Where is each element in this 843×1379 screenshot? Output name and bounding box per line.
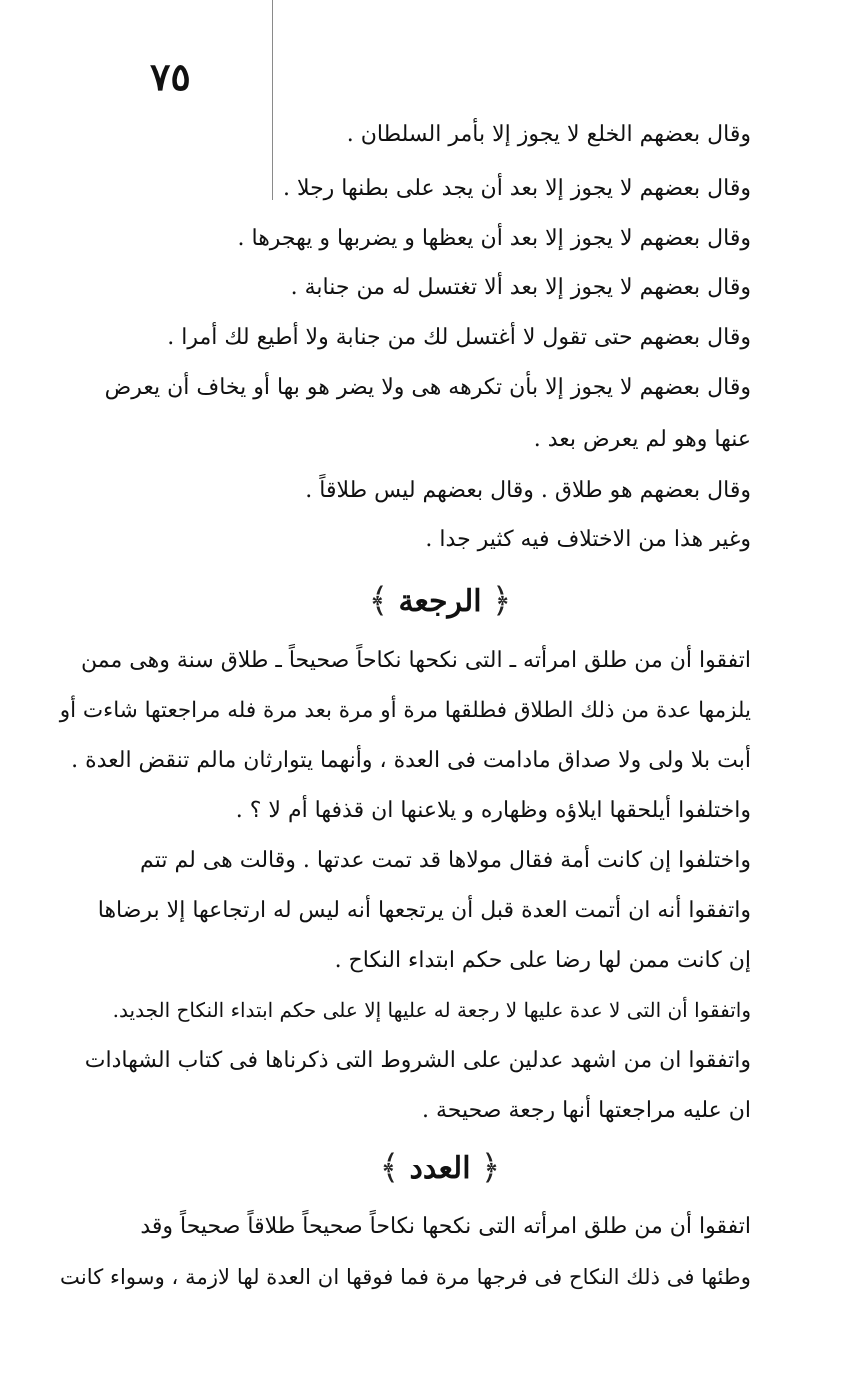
text-line: وغير هذا من الاختلاف فيه كثير جدا . [425,527,751,552]
heading-title: الرجعة [398,583,482,619]
text-line: وقال بعضهم هو طلاق . وقال بعضهم ليس طلاقاً . [305,478,751,503]
text-line: واتفقوا أنه ان أتمت العدة قبل أن يرتجعها أنه ليس له ارتجاعها إلا برضاها [97,898,751,923]
text-line: وطئها فى ذلك النكاح فى فرجها مرة فما فوقها ان العدة لها لازمة ، وسواء كانت [60,1264,751,1289]
text-line: أبت بلا ولى ولا صداق مادامت فى العدة ، وأنهما يتوارثان مالم تنقض العدة . [71,748,751,773]
text-line: يلزمها عدة من ذلك الطلاق فطلقها مرة أو مرة بعد مرة فله مراجعتها شاءت أو [59,698,751,723]
heading-title: العدد [409,1150,471,1186]
gutter-rule [272,0,273,200]
ornament-open-icon: ﴿ [480,1148,501,1188]
text-line: وقال بعضهم لا يجوز إلا بعد أن يعظها و يضربها و يهجرها . [237,226,751,251]
text-line: إن كانت ممن لها رضا على حكم ابتداء النكاح . [334,948,751,973]
text-line: وقال بعضهم لا يجوز إلا بعد ألا تغتسل له من جنابة . [290,275,751,300]
ornament-close-icon: ﴾ [379,1148,400,1188]
text-line: واتفقوا ان من اشهد عدلين على الشروط التى ذكرناها فى كتاب الشهادات [84,1048,751,1073]
text-line: ان عليه مراجعتها أنها رجعة صحيحة . [421,1098,751,1123]
text-line: وقال بعضهم لا يجوز إلا بأن تكرهه هى ولا يضر هو بها أو يخاف أن يعرض [104,375,751,400]
text-line: واختلفوا إن كانت أمة فقال مولاها قد تمت عدتها . وقالت هى لم تتم [140,848,751,873]
text-line: اتفقوا أن من طلق امرأته ـ التى نكحها نكاحاً صحيحاً ـ طلاق سنة وهى ممن [81,648,751,673]
section-heading-raja [320,576,560,626]
text-line: واتفقوا أن التى لا عدة عليها لا رجعة له عليها إلا على حكم ابتداء النكاح الجديد. [112,998,751,1022]
text-line: وقال بعضهم الخلع لا يجوز إلا بأمر السلطان . [346,122,751,147]
text-line: وقال بعضهم لا يجوز إلا بعد أن يجد على بطنها رجلا . [282,176,751,201]
page-number: ٧٥ [150,54,191,99]
section-heading-idda [330,1143,550,1193]
ornament-open-icon: ﴿ [491,581,512,621]
ornament-close-icon: ﴾ [368,581,389,621]
text-line: اتفقوا أن من طلق امرأته التى نكحها نكاحاً صحيحاً طلاقاً صحيحاً وقد [140,1214,751,1239]
text-line: عنها وهو لم يعرض بعد . [533,427,751,452]
text-line: وقال بعضهم حتى تقول لا أغتسل لك من جنابة ولا أطيع لك أمرا . [167,325,751,350]
text-line: واختلفوا أيلحقها ايلاؤه وظهاره و يلاعنها ان قذفها أم لا ؟ . [235,798,751,823]
